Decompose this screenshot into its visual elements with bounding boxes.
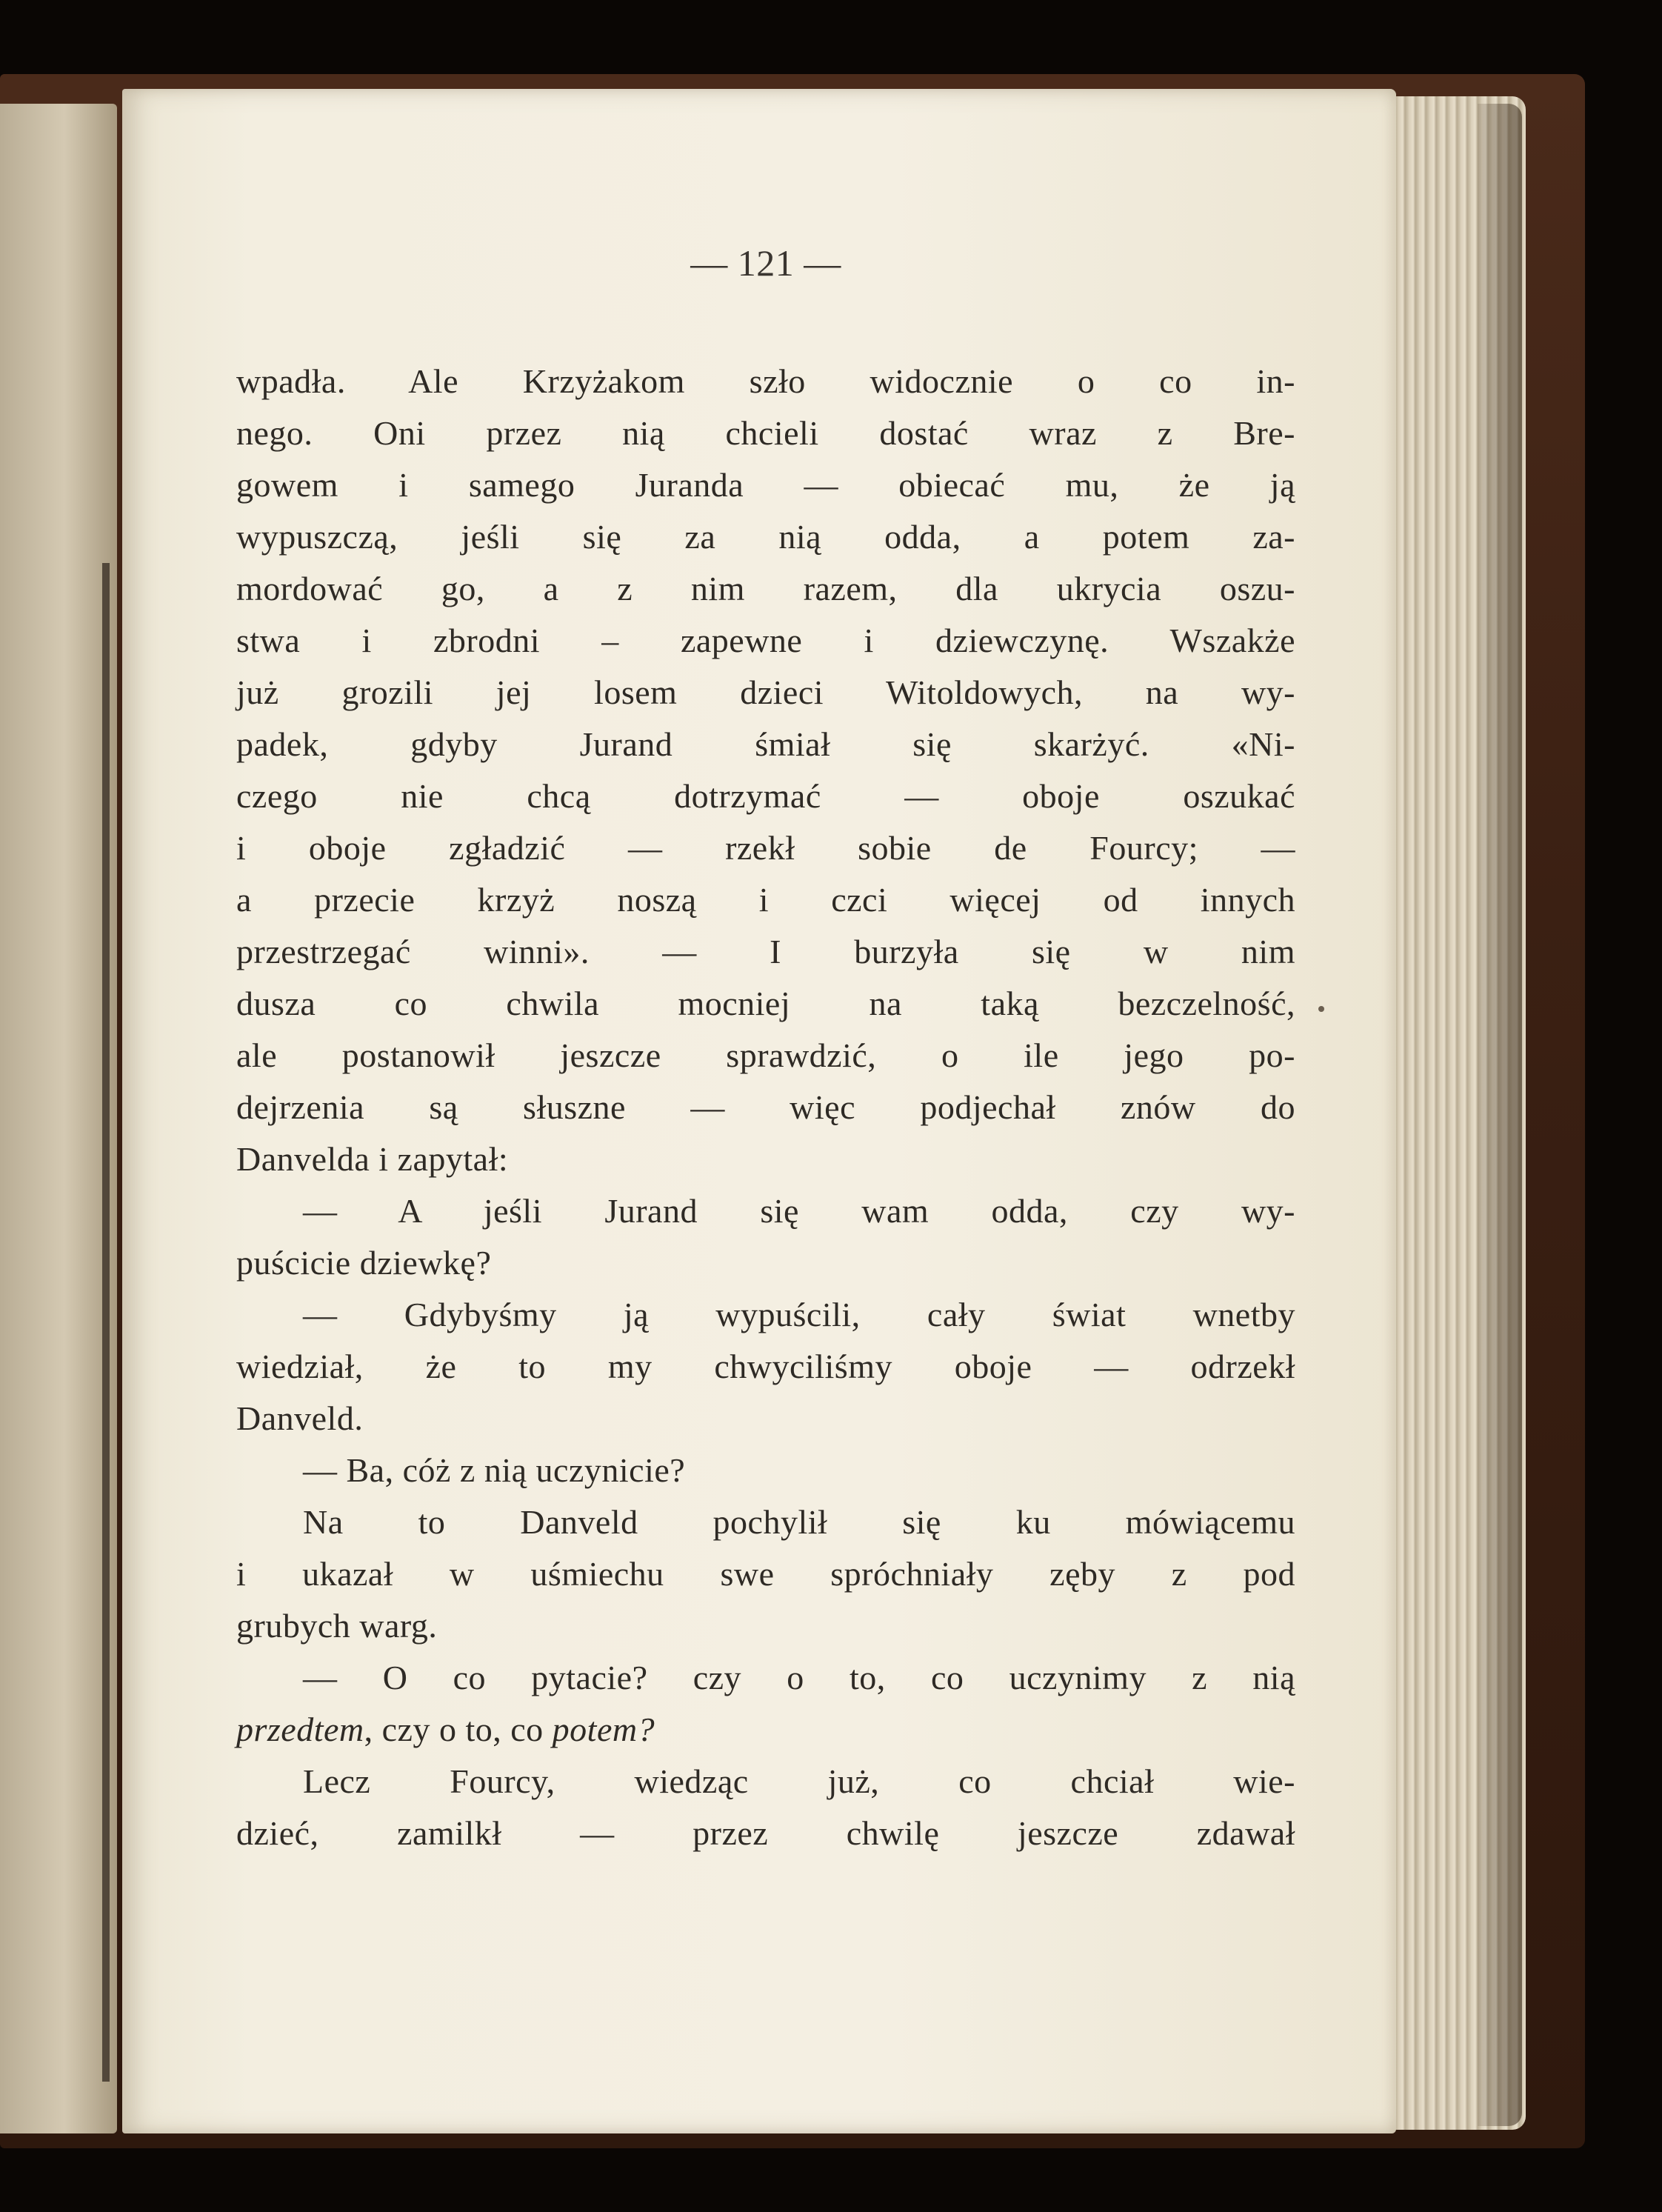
ink-speck bbox=[1318, 1006, 1324, 1012]
text-line: czego nie chcą dotrzymać — oboje oszukać bbox=[236, 777, 1295, 815]
plain-text: , czy o to, co bbox=[364, 1710, 553, 1748]
text-line: grubych warg. bbox=[236, 1607, 438, 1645]
text-line: i oboje zgładzić — rzekł sobie de Fourcy; — bbox=[236, 829, 1295, 867]
text-line: Lecz Fourcy, wiedząc już, co chciał wie- bbox=[303, 1762, 1295, 1800]
dialogue-line: — Ba, cóż z nią uczynicie? bbox=[303, 1451, 686, 1489]
text-line: Na to Danveld pochylił się ku mówiącemu bbox=[303, 1503, 1295, 1541]
italic-word: przedtem bbox=[236, 1710, 364, 1748]
text-line: mordować go, a z nim razem, dla ukrycia oszu- bbox=[236, 570, 1295, 607]
page-stack-shadow bbox=[1478, 104, 1522, 2126]
text-line: Danveld. bbox=[236, 1399, 364, 1437]
text-line: nego. Oni przez nią chcieli dostać wraz z Bre- bbox=[236, 414, 1295, 452]
text-line: dusza co chwila mocniej na taką bezczelność, bbox=[236, 985, 1295, 1022]
previous-page bbox=[0, 104, 117, 2133]
text-line: wiedział, że to my chwyciliśmy oboje — odrzekł bbox=[236, 1347, 1295, 1385]
text-line-mixed bbox=[236, 1704, 1295, 1756]
text-line: wypuszczą, jeśli się za nią odda, a potem za- bbox=[236, 518, 1295, 556]
text-line: wpadła. Ale Krzyżakom szło widocznie o co in- bbox=[236, 362, 1295, 400]
page-text bbox=[236, 230, 1295, 1859]
dialogue-line: — A jeśli Jurand się wam odda, czy wy- bbox=[303, 1192, 1295, 1230]
book-page bbox=[122, 89, 1396, 2133]
text-line: stwa i zbrodni – zapewne i dziewczynę. Wszakże bbox=[236, 622, 1295, 659]
text-line: dzieć, zamilkł — przez chwilę jeszcze zdawał bbox=[236, 1814, 1295, 1852]
text-line: ale postanowił jeszcze sprawdzić, o ile jego po- bbox=[236, 1036, 1295, 1074]
dialogue-line: — Gdybyśmy ją wypuścili, cały świat wnetby bbox=[303, 1296, 1295, 1333]
previous-page-edge bbox=[102, 563, 110, 2082]
text-line: dejrzenia są słuszne — więc podjechał znów do bbox=[236, 1088, 1295, 1126]
dialogue-line: — O co pytacie? czy o to, co uczynimy z nią bbox=[303, 1659, 1295, 1696]
text-line: przestrzegać winni». — I burzyła się w nim bbox=[236, 933, 1295, 970]
page-number: — 121 — bbox=[690, 242, 841, 284]
text-line: Danvelda i zapytał: bbox=[236, 1140, 509, 1178]
text-line: gowem i samego Juranda — obiecać mu, że ją bbox=[236, 466, 1295, 504]
text-line: i ukazał w uśmiechu swe spróchniały zęby z pod bbox=[236, 1555, 1295, 1593]
text-line: a przecie krzyż noszą i czci więcej od innych bbox=[236, 881, 1295, 919]
text-line: puścicie dziewkę? bbox=[236, 1244, 492, 1282]
text-line: już grozili jej losem dzieci Witoldowych, na wy- bbox=[236, 673, 1295, 711]
italic-word: potem? bbox=[552, 1710, 655, 1748]
text-line: padek, gdyby Jurand śmiał się skarżyć. «Ni- bbox=[236, 725, 1295, 763]
